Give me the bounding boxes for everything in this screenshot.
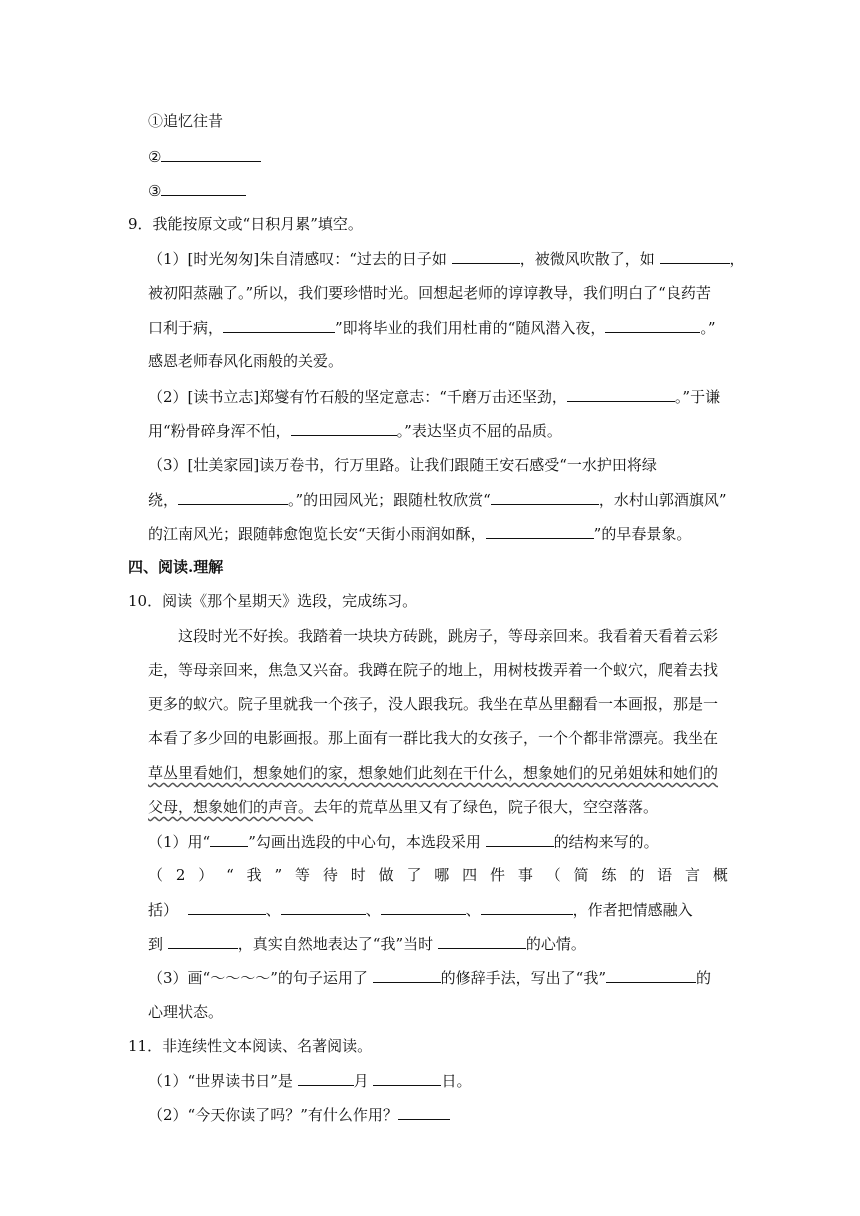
answer-blank[interactable] [438, 933, 526, 949]
text-run: （1）“世界读书日”是 [148, 1072, 293, 1090]
answer-blank[interactable] [486, 523, 594, 539]
text-run: 的修辞手法，写出了“我” [440, 969, 607, 987]
q11-sub2 [148, 1104, 450, 1124]
answer-blank[interactable] [452, 248, 520, 264]
passage-line: 更多的蚁穴。院子里就我一个孩子，没人跟我玩。我坐在草丛里翻看一本画报，那是一 [148, 695, 719, 713]
answer-blank[interactable] [373, 1070, 441, 1086]
char: 言 [685, 866, 701, 884]
answer-blank[interactable] [381, 899, 466, 915]
q9-part2-line2 [148, 420, 562, 440]
text-run: 。”的田园风光；跟随杜牧欣赏“ [288, 491, 491, 509]
text-run: 日。 [441, 1072, 472, 1090]
text-run: 括） [148, 901, 179, 919]
q11-sub1 [148, 1070, 471, 1090]
answer-blank[interactable] [605, 317, 700, 333]
text-run: ”勾画出选段的中心句，本选段采用 [248, 833, 481, 851]
passage-line: 走，等母亲回来，焦急又兴奋。我蹲在院子的地上，用树枝拨弄着一个蚁穴，爬着去找 [148, 661, 719, 679]
answer-blank[interactable] [161, 146, 261, 162]
question-9-title: 9．我能按原文或“日积月累”填空。 [128, 215, 363, 233]
option-1 [148, 111, 223, 131]
char: 时 [350, 866, 366, 884]
text-run: 。”于谦 [674, 388, 721, 406]
answer-blank[interactable] [291, 420, 397, 436]
q9-part3-line3 [148, 523, 691, 543]
text-run: 口利于病， [148, 319, 224, 337]
answer-blank[interactable] [398, 1104, 450, 1120]
text-run: ”即将毕业的我们用杜甫的“随风潜入夜， [335, 319, 606, 337]
char: （ [545, 866, 561, 884]
char: 练 [601, 866, 617, 884]
char: 概 [712, 866, 728, 884]
answer-blank[interactable] [373, 967, 441, 983]
passage-line [148, 763, 718, 783]
char: 了 [406, 866, 422, 884]
q10-sub1 [148, 831, 659, 851]
passage-line: 这段时光不好挨。我踏着一块块方砖跳，跳房子，等母亲回来。我看着天看着云彩 [178, 627, 719, 645]
text-run: （2）“今天你读了吗？”有什么作用？ [148, 1106, 398, 1124]
text-run: 、 [265, 901, 281, 919]
text-run: 绕， [148, 491, 179, 509]
char: 2 [175, 866, 186, 884]
text-run: 的 [696, 969, 712, 987]
char: “ [226, 866, 234, 884]
wavy-underlined-sentence: 父母，想象她们的声音。 [148, 798, 314, 816]
q9-part1-line2: 被初阳蒸融了。”所以，我们要珍惜时光。回想起老师的谆谆教导，我们明白了“良药苦 [148, 284, 711, 302]
text-run: 的结构来写的。 [553, 833, 659, 851]
text-run: 。”表达坚贞不屈的品质。 [396, 422, 562, 440]
text-run: 用“粉骨碎身浑不怕， [148, 422, 291, 440]
answer-blank[interactable] [188, 899, 266, 915]
option-3 [148, 180, 246, 200]
char: 做 [378, 866, 394, 884]
answer-blank[interactable] [660, 248, 730, 264]
wavy-underlined-sentence: 草丛里看她们，想象她们的家，想象她们此刻在干什么，想象她们的兄弟姐妹和她们的 [148, 764, 719, 782]
text-run: ，水村山郭酒旗风” [598, 491, 727, 509]
answer-blank[interactable] [168, 933, 238, 949]
option-3-label: ③ [148, 182, 162, 200]
q10-sub3-line2: 心理状态。 [148, 1003, 224, 1021]
text-run: （1）用“ [148, 833, 211, 851]
text-run: ，被微风吹散了，如 [519, 250, 655, 268]
char: ” [274, 866, 283, 884]
q9-part1-line1 [148, 248, 745, 268]
text-run: （1）[时光匆匆]朱自清感叹：“过去的日子如 [148, 250, 447, 268]
answer-blank[interactable] [281, 899, 366, 915]
char: （ [148, 866, 164, 884]
text-run: 去年的荒草丛里又有了绿色，院子很大，空空落落。 [313, 798, 659, 816]
q9-part3-line1: （3）[壮美家园]读万卷书，行万里路。让我们跟随王安石感受“一水护田将绿 [148, 456, 657, 474]
answer-blank[interactable] [491, 489, 599, 505]
q9-part3-line2 [148, 489, 727, 509]
q10-sub2-line1 [148, 865, 728, 885]
char: 简 [573, 866, 589, 884]
text-run: 的心情。 [525, 935, 586, 953]
option-2-label: ② [148, 148, 162, 166]
text-run: 、 [465, 901, 481, 919]
char: 四 [462, 866, 478, 884]
section-heading: 四、阅读.理解 [128, 558, 224, 576]
char: 哪 [434, 866, 450, 884]
text-run: ，作者把情感融入 [572, 901, 693, 919]
text-run: 的江南风光；跟随韩愈饱览长安“天街小雨润如酥， [148, 525, 486, 543]
answer-blank[interactable] [223, 317, 335, 333]
answer-blank[interactable] [161, 180, 246, 196]
text-run: 月 [353, 1072, 369, 1090]
answer-blank[interactable] [606, 967, 696, 983]
text-run: 、 [365, 901, 381, 919]
char: 事 [517, 866, 533, 884]
char: ） [198, 866, 214, 884]
char: 语 [657, 866, 673, 884]
char: 件 [490, 866, 506, 884]
q9-part1-line3 [148, 317, 716, 337]
text-run: 到 [148, 935, 164, 953]
answer-blank[interactable] [210, 831, 248, 847]
answer-blank[interactable] [481, 899, 573, 915]
char: 待 [322, 866, 338, 884]
q9-part1-line4: 感恩老师春风化雨般的关爱。 [148, 352, 344, 370]
passage-line [148, 797, 658, 817]
text-run: 。” [700, 319, 716, 337]
q10-sub2-line3 [148, 933, 586, 953]
char: 等 [295, 866, 311, 884]
option-1-text: ①追忆往昔 [148, 112, 224, 130]
text-run: （3）画“～～～～”的句子运用了 [148, 969, 368, 987]
question-11-title: 11．非连续性文本阅读、名著阅读。 [128, 1037, 373, 1055]
q10-sub3-line1 [148, 967, 711, 987]
text-run: （2）[读书立志]郑燮有竹石般的坚定意志：“千磨万击还坚劲， [148, 388, 567, 406]
char: 的 [629, 866, 645, 884]
char: 我 [246, 866, 262, 884]
answer-blank[interactable] [567, 386, 675, 402]
passage-line: 本看了多少回的电影画报。那上面有一群比我大的女孩子，一个个都非常漂亮。我坐在 [148, 729, 719, 747]
q9-part2-line1 [148, 386, 720, 406]
option-2 [148, 146, 261, 166]
answer-blank[interactable] [178, 489, 288, 505]
question-10-title: 10．阅读《那个星期天》选段，完成练习。 [128, 592, 418, 610]
q10-sub2-line2 [148, 899, 693, 919]
text-run: ， [729, 250, 745, 268]
answer-blank[interactable] [298, 1070, 354, 1086]
text-run: ，真实自然地表达了“我”当时 [237, 935, 434, 953]
text-run: ”的早春景象。 [593, 525, 692, 543]
answer-blank[interactable] [486, 831, 554, 847]
